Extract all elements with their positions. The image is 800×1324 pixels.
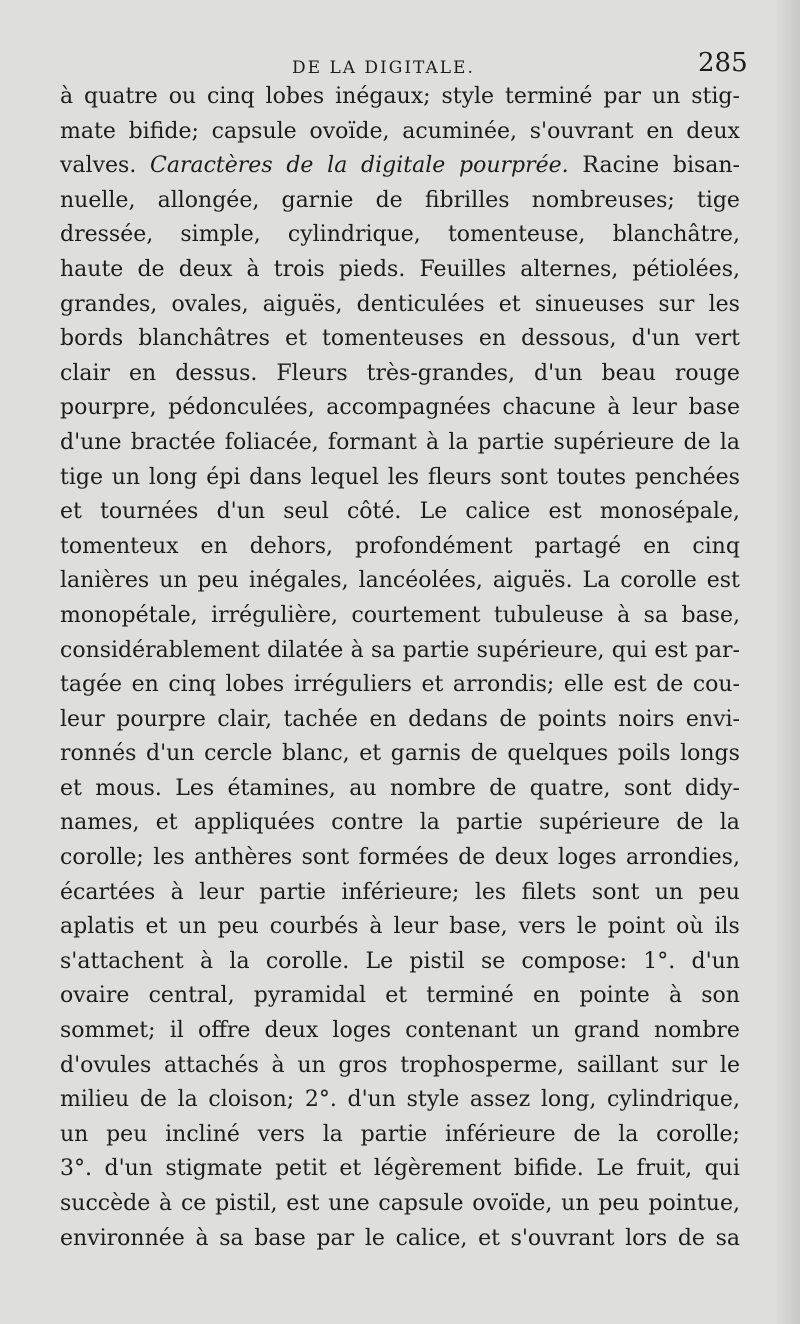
text-line: écartées à leur partie inférieure; les filets sont un peu bbox=[60, 879, 740, 905]
text-line: clair en dessus. Fleurs très-grandes, d'un beau rouge bbox=[60, 360, 740, 386]
text-line: pourpre, pédonculées, accompagnées chacune à leur base bbox=[60, 395, 740, 421]
text-line: et tournées d'un seul côté. Le calice est monosépale, bbox=[60, 499, 740, 525]
text-line: leur pourpre clair, tachée en dedans de points noirs envi- bbox=[60, 706, 740, 732]
text-line: mate bifide; capsule ovoïde, acuminée, s'ouvrant en deux bbox=[60, 118, 740, 144]
text-line: tige un long épi dans lequel les fleurs sont toutes penchées bbox=[60, 464, 740, 490]
text-line: et mous. Les étamines, au nombre de quatre, sont didy- bbox=[60, 775, 740, 801]
text-line: ovaire central, pyramidal et terminé en pointe à son bbox=[60, 983, 740, 1009]
body-text bbox=[60, 80, 740, 1256]
text-line: aplatis et un peu courbés à leur base, vers le point où ils bbox=[60, 914, 740, 940]
text-line: grandes, ovales, aiguës, denticulées et sinueuses sur les bbox=[60, 291, 740, 317]
running-title: DE LA DIGITALE. bbox=[292, 58, 475, 78]
text-line: ronnés d'un cercle blanc, et garnis de quelques poils longs bbox=[60, 741, 740, 767]
text-line: à quatre ou cinq lobes inégaux; style terminé par un stig- bbox=[60, 84, 740, 109]
text-line: tomenteux en dehors, profondément partagé en cinq bbox=[60, 533, 740, 559]
text-line: names, et appliquées contre la partie supérieure de la bbox=[60, 810, 740, 836]
text-line: nuelle, allongée, garnie de fibrilles nombreuses; tige bbox=[60, 187, 740, 213]
text-line: environnée à sa base par le calice, et s'ouvrant lors de sa bbox=[60, 1225, 740, 1251]
text-line: considérablement dilatée à sa partie supérieure, qui est par- bbox=[60, 637, 740, 663]
text-line: 3°. d'un stigmate petit et légèrement bifide. Le fruit, qui bbox=[60, 1156, 740, 1182]
text-line: milieu de la cloison; 2°. d'un style assez long, cylindrique, bbox=[60, 1087, 740, 1113]
text-line: lanières un peu inégales, lancéolées, aiguës. La corolle est bbox=[60, 568, 740, 594]
text-line: corolle; les anthères sont formées de deux loges arrondies, bbox=[60, 845, 740, 871]
page-number: 285 bbox=[698, 48, 748, 78]
text-line: monopétale, irrégulière, courtement tubuleuse à sa base, bbox=[60, 602, 740, 628]
text-line: succède à ce pistil, est une capsule ovoïde, un peu pointue, bbox=[60, 1191, 740, 1216]
text-line: tagée en cinq lobes irréguliers et arrondis; elle est de cou- bbox=[60, 672, 740, 698]
text-line: d'une bractée foliacée, formant à la partie supérieure de la bbox=[60, 429, 740, 455]
text-line: d'ovules attachés à un gros trophosperme, saillant sur le bbox=[60, 1052, 740, 1078]
text-line: haute de deux à trois pieds. Feuilles alternes, pétiolées, bbox=[60, 256, 740, 282]
text-line: s'attachent à la corolle. Le pistil se compose: 1°. d'un bbox=[60, 948, 740, 974]
text-line: valves. Caractères de la digitale pourprée. Racine bisan- bbox=[60, 153, 740, 179]
text-line: bords blanchâtres et tomenteuses en dessous, d'un vert bbox=[60, 326, 740, 352]
text-line: un peu incliné vers la partie inférieure de la corolle; bbox=[60, 1121, 740, 1147]
text-line: dressée, simple, cylindrique, tomenteuse, blanchâtre, bbox=[60, 222, 740, 248]
text-line: sommet; il offre deux loges contenant un grand nombre bbox=[60, 1018, 740, 1044]
